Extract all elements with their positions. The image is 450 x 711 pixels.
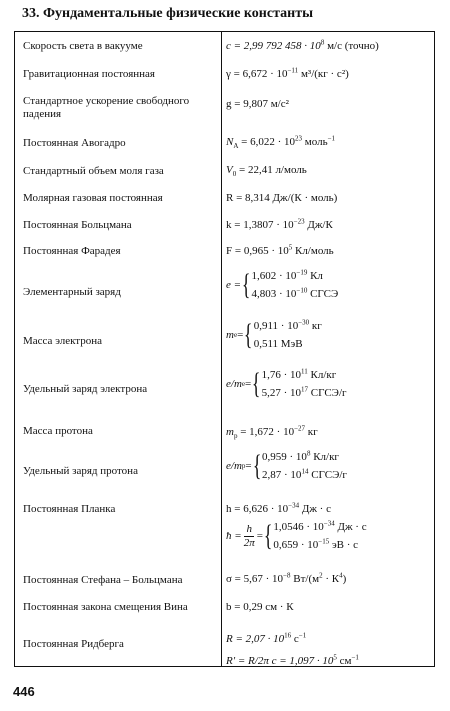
row-name-molar-volume: Стандартный объем моля газа [23,165,164,177]
row-name-elementary-charge: Элементарный заряд [23,286,121,298]
row-value-stefan-boltzmann: $\sigma = 5,67 \cdot 10^{-8}$ $Вт/(м^2 \cdot К^4)$ [226,571,347,585]
row-name-wien: Постоянная закона смещения Вина [23,601,188,613]
row-value-rydberg-prime: R′ = R/2π $c = 1,097 \cdot 10^5$ $см^{-1}$ [226,653,359,667]
row-name-electron-specific-charge: Удельный заряд электрона [23,383,148,395]
row-value-elementary-charge: e = { $1,602 \cdot 10^{-19}$ Кл $4,803 \cdot 10^{-10}$ СГСЭ [226,268,339,301]
page-number: 446 [13,684,35,699]
row-value-standard-gravity: g = 9,807 м/с² [226,98,289,110]
column-divider [221,32,222,666]
left-brace: { [252,449,262,482]
row-name-proton-mass: Масса протона [23,425,93,437]
row-value-gas-constant: R = 8,314 Дж/(К · моль) [226,192,338,204]
fraction: $\frac{h}{2\pi}$ [243,522,255,549]
row-name-faraday: Постоянная Фарадея [23,245,121,257]
row-value-speed-of-light: c = 2,99 792 $458 \cdot 10^8$ м/с (точно) [226,38,379,52]
constants-table [14,31,435,667]
row-name-boltzmann: Постоянная Больцмана [23,219,132,231]
row-value-electron-specific-charge: e/m e = { $1,76 \cdot 10^{11}$ Кл/кг $5,27 \cdot 10^{17}$ СГСЭ/г [226,367,347,400]
row-name-planck: Постоянная Планка [23,503,116,515]
left-brace: { [241,268,251,301]
row-value-wien: b = 0,29 см · К [226,601,294,613]
left-brace: { [252,367,261,400]
row-name-speed-of-light: Скорость света в вакууме [23,40,143,52]
row-name-avogadro: Постоянная Авогадро [23,137,126,149]
row-value-proton-specific-charge: e/m p = { $0,959 \cdot 10^8$ Кл/кг $2,87 \cdot 10^{14}$ СГСЭ/г [226,449,347,482]
left-brace: { [263,519,273,552]
row-value-avogadro: $N_A = 6,022 \cdot 10^{23}$ моль$^{-1}$ [226,134,336,151]
section-title: 33. Фундаментальные физические константы [22,6,313,21]
row-name-rydberg: Постоянная Ридберга [23,638,124,650]
row-value-planck: $h = 6,626 \cdot 10^{-34}$ Дж · с [226,501,331,515]
row-value-rydberg: $R = 2,07 \cdot 10^{16}$ $с^{-1}$ [226,631,307,645]
row-name-proton-specific-charge: Удельный заряд протона [23,465,138,477]
row-value-faraday: $F = 0,965 \cdot 10^5$ Кл/моль [226,243,334,257]
row-value-proton-mass: $m_p = 1,672 \cdot 10^{-27}$ кг [226,424,318,441]
row-value-electron-mass: m e = { $0,911 \cdot 10^{-30}$ кг 0,511 МэВ [226,318,322,351]
row-value-planck-reduced: ħ = $\frac{h}{2\pi}$ = { $1,0546 \cdot 10^{-34}$ Дж · с $0,659 \cdot 10^{-15}$ эВ · с [226,519,367,552]
row-value-gravitational: $\gamma = 6,672 \cdot 10^{-11}$ м³/(кг · с²) [226,66,349,80]
row-name-gas-constant: Молярная газовая постоянная [23,192,163,204]
row-name-electron-mass: Масса электрона [23,335,102,347]
row-name-stefan-boltzmann: Постоянная Стефана – Больцмана [23,574,183,586]
left-brace: { [244,318,253,351]
row-name-standard-gravity: Стандартное ускорение свободного падения [23,95,190,120]
row-value-boltzmann: $k = 1,3807 \cdot 10^{-23}$ Дж/К [226,217,333,231]
row-value-molar-volume: $V_0 = 22,41$ л/моль [226,164,307,179]
row-name-gravitational: Гравитационная постоянная [23,68,155,80]
